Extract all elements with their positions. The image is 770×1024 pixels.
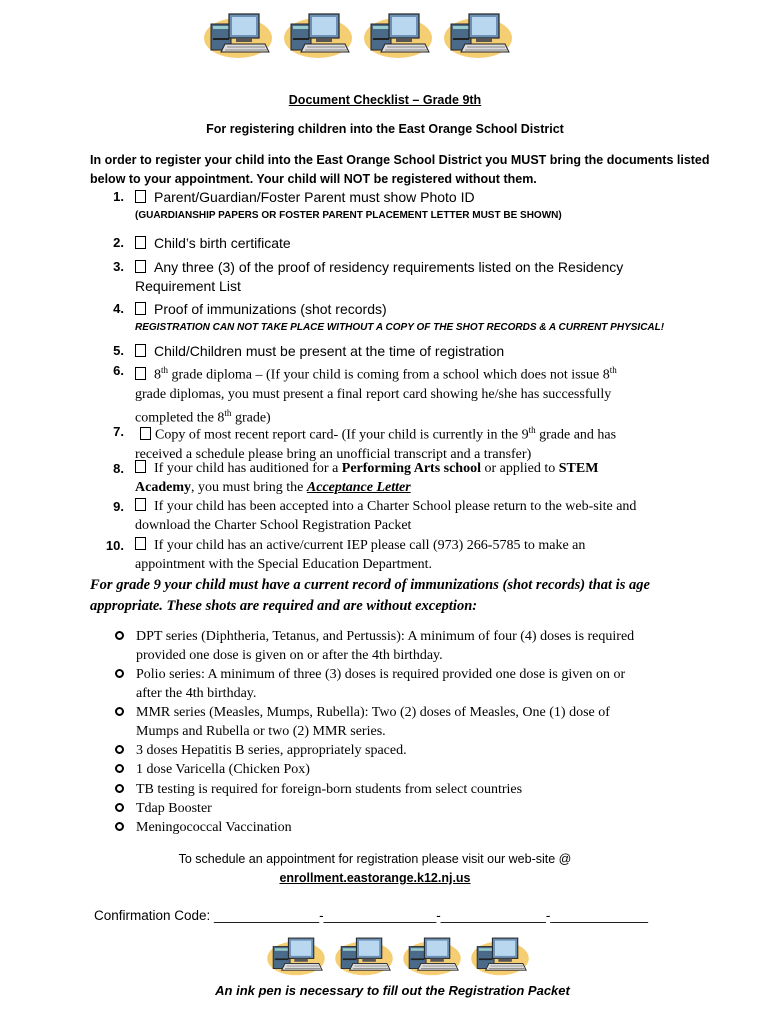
- item-text: grade diplomas, you must present a final report card showing he/she has successfully: [135, 386, 612, 402]
- item-number: 9.: [113, 499, 124, 514]
- item-text: 3 doses Hepatitis B series, appropriately spaced.: [136, 743, 407, 758]
- immunization-item: [115, 741, 690, 760]
- heading-line: appropriate. These shots are required and are without exception:: [90, 598, 478, 614]
- checkbox-icon[interactable]: [135, 367, 146, 380]
- computer-clipart-icon: [203, 8, 273, 60]
- ink-pen-note: An ink pen is necessary to fill out the Registration Packet: [215, 983, 570, 998]
- item-text: Proof of immunizations (shot records): [154, 301, 387, 317]
- item-text: appointment with the Special Education Department.: [135, 557, 433, 572]
- bullet-icon: [115, 745, 124, 754]
- computer-clipart-icon: [363, 8, 433, 60]
- checklist-item: [135, 258, 690, 296]
- item-text: Child/Children must be present at the time of registration: [154, 343, 505, 359]
- item-text: Meningococcal Vaccination: [136, 820, 292, 835]
- intro-paragraph: [90, 151, 710, 189]
- bullet-icon: [115, 669, 124, 678]
- item-text-bold: Academy: [135, 480, 191, 495]
- item-text: 1 dose Varicella (Chicken Pox): [136, 762, 310, 777]
- bullet-icon: [115, 822, 124, 831]
- checklist-item: [135, 536, 690, 574]
- superscript: th: [224, 407, 232, 418]
- checklist-item: [135, 459, 690, 497]
- superscript: th: [161, 365, 169, 375]
- bullet-icon: [115, 803, 124, 812]
- checklist-item: [135, 342, 690, 361]
- checkbox-icon[interactable]: [135, 302, 146, 315]
- item-number: 4.: [113, 301, 124, 316]
- item-text-bold: Performing Arts school: [341, 461, 481, 476]
- computer-clipart-icon: [401, 933, 463, 977]
- item-text: after the 4th birthday.: [136, 686, 257, 701]
- header-clipart-row: [203, 8, 513, 60]
- bullet-icon: [115, 764, 124, 773]
- checklist-item: [135, 234, 690, 253]
- item-text: If your child has been accepted into a Charter School please return to the web-site and: [154, 499, 637, 514]
- item-number: 5.: [113, 343, 124, 358]
- item-text: , you must bring the: [191, 480, 307, 495]
- checkbox-icon[interactable]: [135, 190, 146, 203]
- checklist-item: [135, 497, 690, 535]
- page-title: Document Checklist – Grade 9th: [288, 93, 482, 107]
- item-number: 6.: [113, 363, 124, 378]
- immunization-item: [115, 760, 690, 779]
- checklist-item: [135, 300, 690, 319]
- intro-line: In order to register your child into the East Orange School District you MUST bring the documents listed: [90, 153, 710, 167]
- item-text: If your child has an active/current IEP please call (973) 266-5785 to make an: [154, 538, 586, 553]
- checklist-item: [135, 361, 690, 427]
- item-number: 8.: [113, 461, 124, 476]
- item-note: REGISTRATION CAN NOT TAKE PLACE WITHOUT A COPY OF THE SHOT RECORDS & A CURRENT PHYSICAL!: [135, 322, 665, 333]
- item-text: TB testing is required for foreign-born students from select countries: [136, 782, 523, 797]
- immunization-item: [115, 799, 690, 818]
- item-text: 8: [154, 367, 161, 383]
- computer-clipart-icon: [283, 8, 353, 60]
- immunization-item: [115, 627, 690, 663]
- item-text: Copy of most recent report card- (If your child is currently in the 9: [155, 427, 529, 443]
- item-text: or applied to: [480, 461, 559, 476]
- bullet-icon: [115, 784, 124, 793]
- item-text: Parent/Guardian/Foster Parent must show Photo ID: [154, 189, 475, 205]
- checklist-item: [135, 421, 690, 464]
- checkbox-icon[interactable]: [135, 460, 146, 473]
- item-number: 2.: [113, 235, 124, 250]
- checkbox-icon[interactable]: [135, 498, 146, 511]
- checkbox-icon[interactable]: [135, 260, 146, 273]
- item-text: Mumps and Rubella or two (2) MMR series.: [136, 724, 386, 739]
- computer-clipart-icon: [443, 8, 513, 60]
- checkbox-icon[interactable]: [135, 537, 146, 550]
- schedule-text: To schedule an appointment for registration please visit our web-site @: [178, 852, 572, 866]
- superscript: th: [528, 425, 536, 435]
- item-text: Any three (3) of the proof of residency requirements listed on the Residency: [154, 259, 624, 275]
- item-number: 7.: [113, 424, 124, 439]
- immunization-item: [115, 780, 690, 799]
- item-text: download the Charter School Registration Packet: [135, 518, 412, 533]
- superscript: th: [609, 365, 617, 375]
- checklist-item: [135, 188, 690, 207]
- checkbox-icon[interactable]: [135, 344, 146, 357]
- bullet-icon: [115, 707, 124, 716]
- computer-clipart-icon: [469, 933, 531, 977]
- confirmation-code-field[interactable]: Confirmation Code: ______________-_______________-______________-_____________: [94, 908, 648, 923]
- item-text: received a schedule please bring an unofficial transcript and a transfer): [135, 446, 532, 462]
- immunization-item: [115, 665, 690, 701]
- item-text: DPT series (Diphtheria, Tetanus, and Pertussis): A minimum of four (4) doses is required: [136, 629, 635, 644]
- item-number: 3.: [113, 259, 124, 274]
- item-text: Child’s birth certificate: [154, 235, 291, 251]
- bullet-icon: [115, 631, 124, 640]
- item-number: 10.: [105, 538, 124, 553]
- item-text-bold: STEM: [558, 461, 599, 476]
- item-text: Polio series: A minimum of three (3) doses is required provided one dose is given on or: [136, 667, 626, 682]
- item-text: provided one dose is given on or after the 4th birthday.: [136, 648, 443, 663]
- computer-clipart-icon: [333, 933, 395, 977]
- computer-clipart-icon: [265, 933, 327, 977]
- item-text: Tdap Booster: [136, 801, 212, 816]
- item-note: (GUARDIANSHIP PAPERS OR FOSTER PARENT PLACEMENT LETTER MUST BE SHOWN): [135, 210, 562, 221]
- immunization-item: [115, 703, 690, 739]
- item-text: Requirement List: [135, 278, 241, 294]
- checkbox-icon[interactable]: [135, 236, 146, 249]
- acceptance-letter-text: Acceptance Letter: [306, 480, 411, 495]
- immunization-item: [115, 818, 690, 837]
- checkbox-icon[interactable]: [140, 427, 151, 440]
- item-text: If your child has auditioned for a: [154, 461, 342, 476]
- item-text: MMR series (Measles, Mumps, Rubella): Two (2) doses of Measles, One (1) dose of: [136, 705, 610, 720]
- page-subtitle: For registering children into the East Orange School District: [206, 122, 564, 136]
- intro-line: below to your appointment. Your child will NOT be registered without them.: [90, 172, 537, 186]
- enrollment-url[interactable]: enrollment.eastorange.k12.nj.us: [279, 871, 471, 885]
- heading-line: For grade 9 your child must have a current record of immunizations (shot records) that is age: [90, 577, 650, 593]
- item-text: grade): [231, 410, 271, 426]
- item-number: 1.: [113, 189, 124, 204]
- footer-clipart-row: [265, 933, 531, 977]
- item-text: completed the 8: [135, 410, 225, 426]
- item-text: grade and has: [535, 427, 617, 443]
- immunization-heading: [90, 575, 710, 617]
- item-text: grade diploma – (If your child is coming from a school which does not issue 8: [168, 367, 610, 383]
